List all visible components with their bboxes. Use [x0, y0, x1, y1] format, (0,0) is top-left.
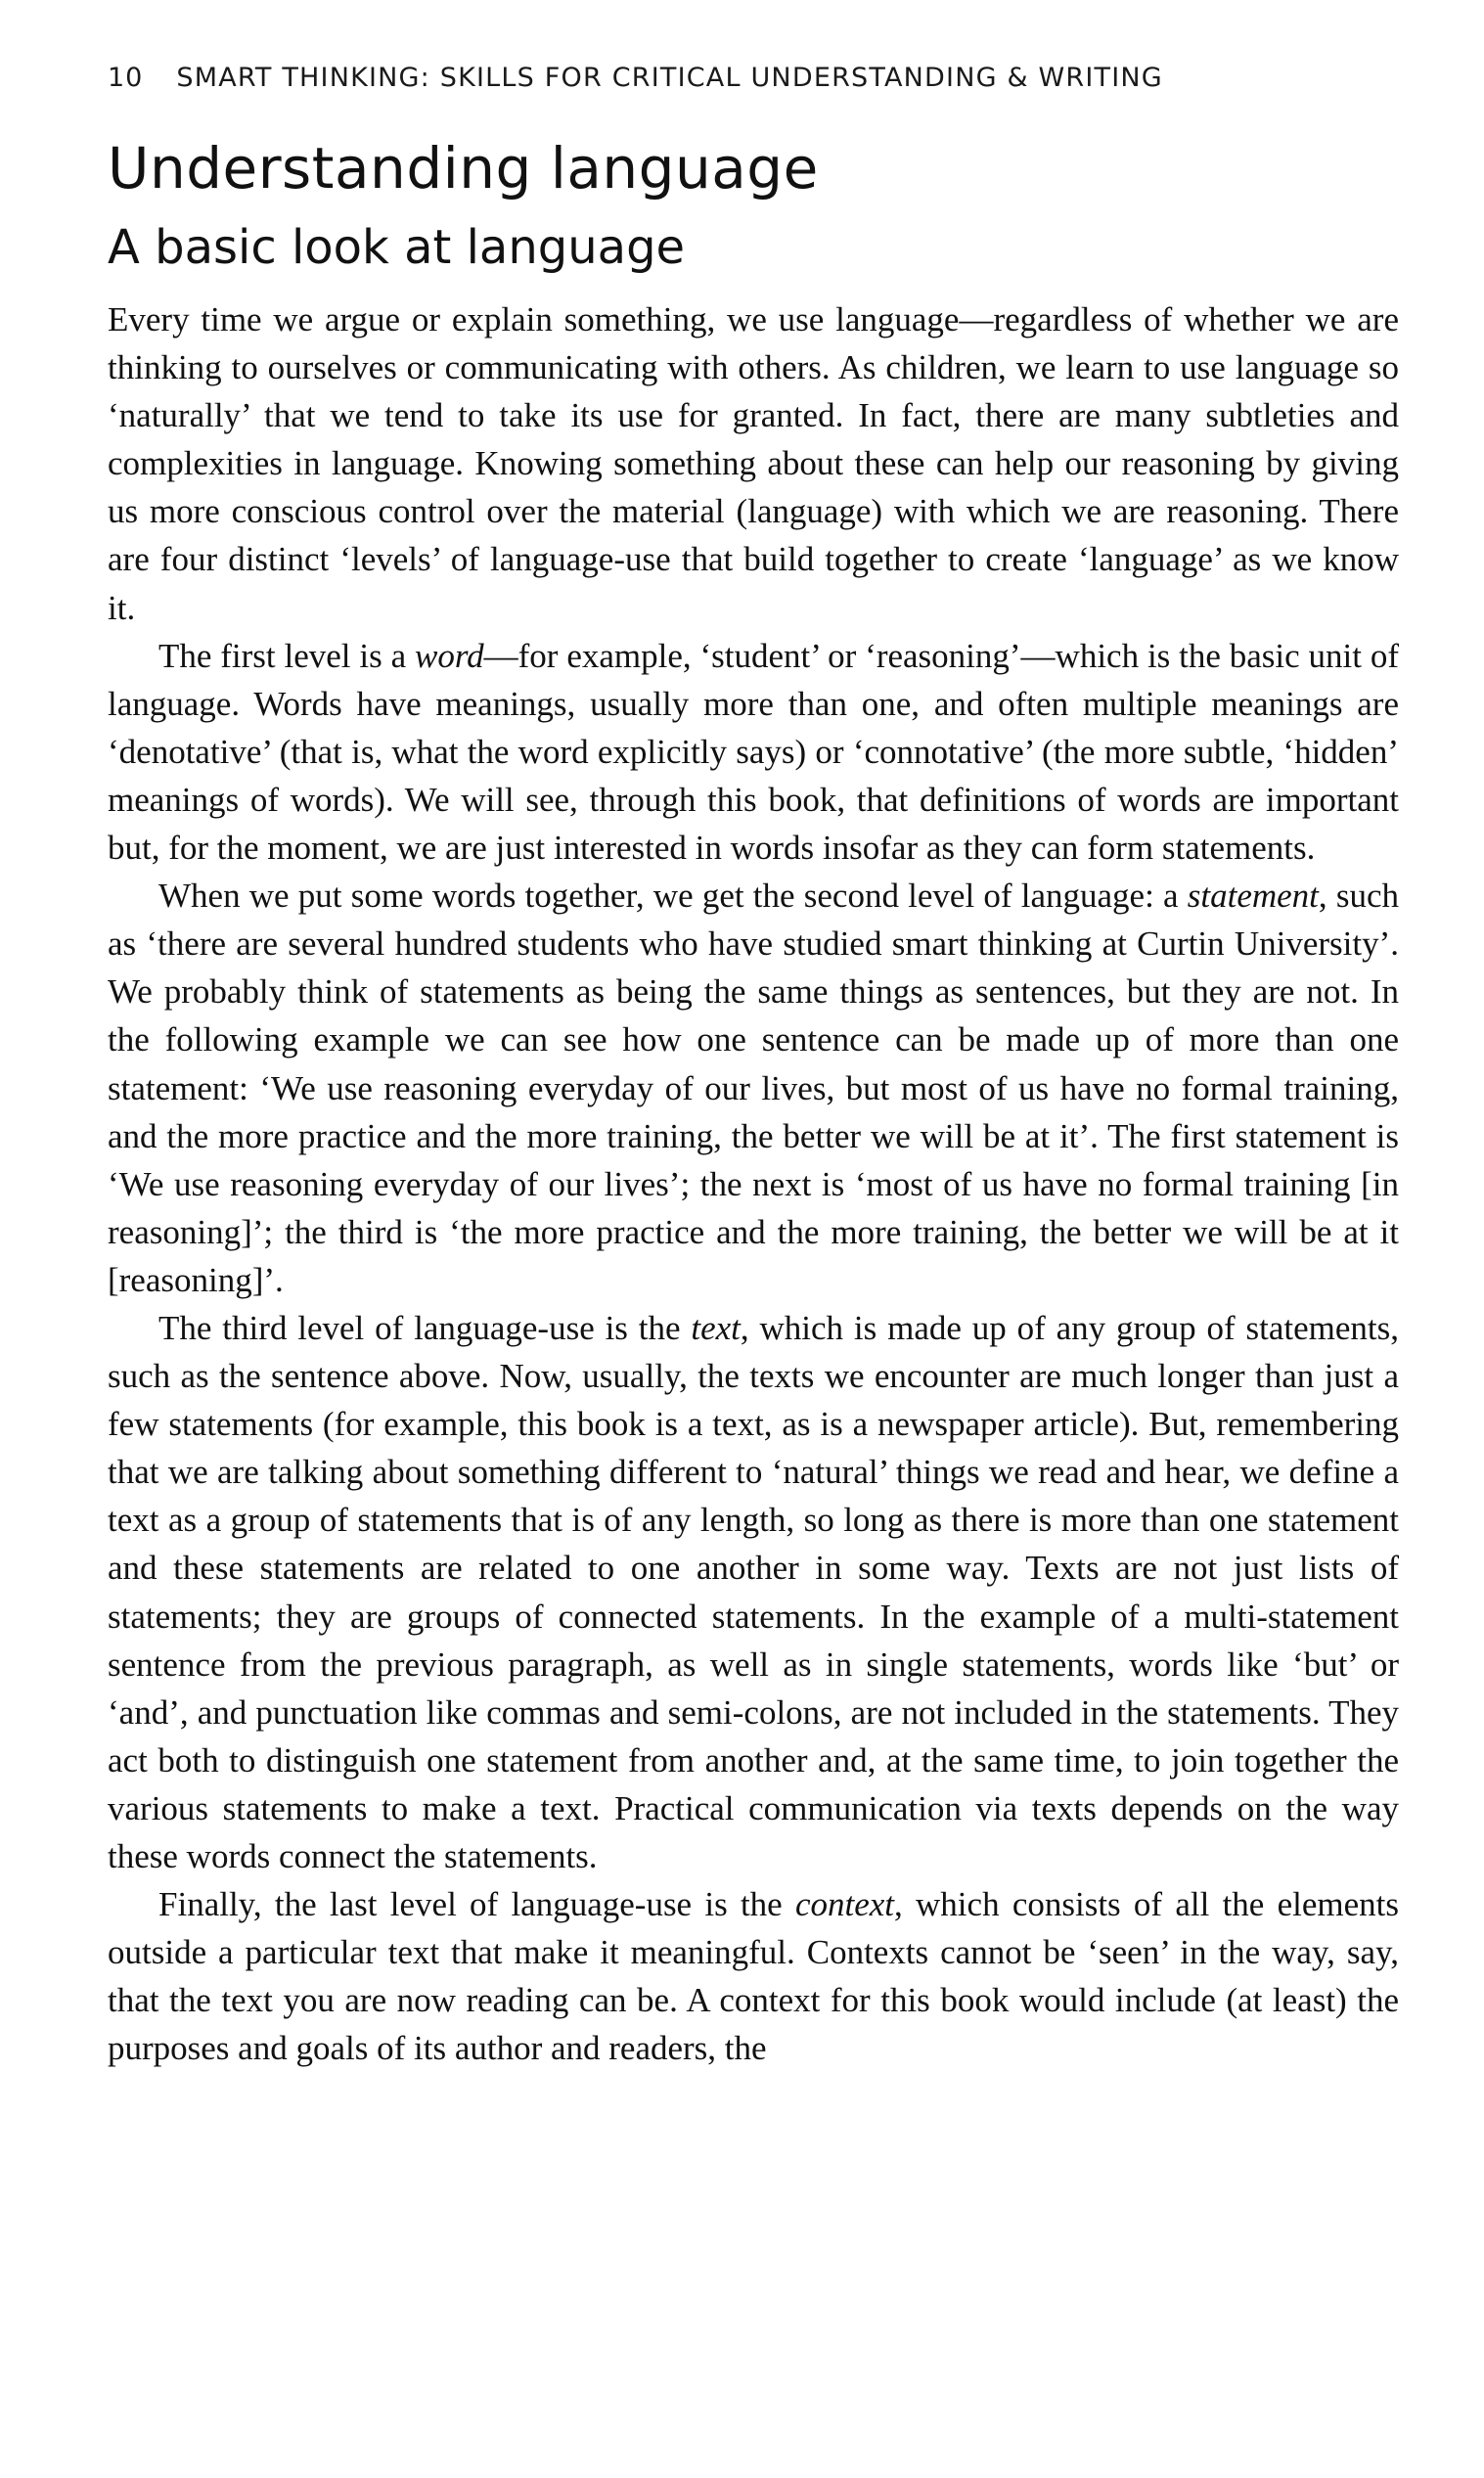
paragraph-statement: When we put some words together, we get the second level of language: a statement, such as ‘there are several hundred students who have studied smart thinking at Curtin University’. We probably think of statements as being the same things as sentences, but they are not. In the following example we can see how one sentence can be made up of more than one statement: ‘We use reasoning everyday of our lives, but most of us have no formal training, and the more practice and the more training, the better we will be at it’. The first statement is ‘We use reasoning everyday of our lives’; the next is ‘most of us have no formal training [in reasoning]’; the third is ‘the more practice and the more training, the better we will be at it [reasoning]’. [108, 877, 1400, 1299]
term-word: word [414, 636, 484, 675]
section-title: Understanding language [108, 135, 819, 202]
subsection-title: A basic look at language [108, 220, 686, 275]
paragraph-context: Finally, the last level of language-use is the context, which consists of all the elements outside a particular text that make it meaningful. Contexts cannot be ‘seen’ in the way, say, that the text you are now reading can be. A context for this book would include (at least) the purposes and goals of its author and readers, the [108, 1885, 1399, 2068]
term-context: context [794, 1885, 895, 1924]
term-text: text [691, 1308, 741, 1347]
page-number: 10 [108, 63, 144, 93]
paragraph-intro: Every time we argue or explain something, we use language—regardless of whether we are thinking to ourselves or communicating with others. As children, we learn to use language so ‘naturally’ that we tend to take its use for granted. In fact, there are many subtleties and complexities in language. Knowing something about these can help our reasoning by giving us more conscious control over the material (language) with which we are reasoning. There are four distinct ‘levels’ of language-use that build together to create ‘language’ as we know it. [108, 300, 1399, 627]
paragraph-text: The third level of language-use is the text, which is made up of any group of statements, such as the sentence above. Now, usually, the texts we encounter are much longer than just a few statements (for example, this book is a text, as is a newspaper article). But, remembering that we are talking about something different to ‘natural’ things we read and hear, we define a text as a group of statements that is of any length, so long as there is more than one statement and these statements are related to one another in some way. Texts are not just lists of statements; they are groups of connected statements. In the example of a multi-statement sentence from the previous paragraph, as well as in single statements, words like ‘but’ or ‘and’, and punctuation like commas and semi-colons, are not included in the statements. They act both to distinguish one statement from another and, at the same time, to join together the various statements to make a text. Practical communication via texts depends on the way these words connect the statements. [108, 1308, 1399, 1875]
term-statement: statement [1187, 877, 1319, 916]
book-page [108, 59, 1399, 2072]
paragraph-word: The first level is a word—for example, ‘student’ or ‘reasoning’—which is the basic unit of language. Words have meanings, usually more than one, and often multiple meanings are ‘denotative’ (that is, what the word explicitly says) or ‘connotative’ (the more subtle, ‘hidden’ meanings of words). We will see, through this book, that definitions of words are important but, for the moment, we are just interested in words insofar as they can form statements. [108, 636, 1399, 868]
running-title: SMART THINKING: SKILLS FOR CRITICAL UNDERSTANDING & WRITING [176, 63, 1163, 93]
body-text [108, 295, 1399, 2072]
running-header [108, 59, 1399, 98]
